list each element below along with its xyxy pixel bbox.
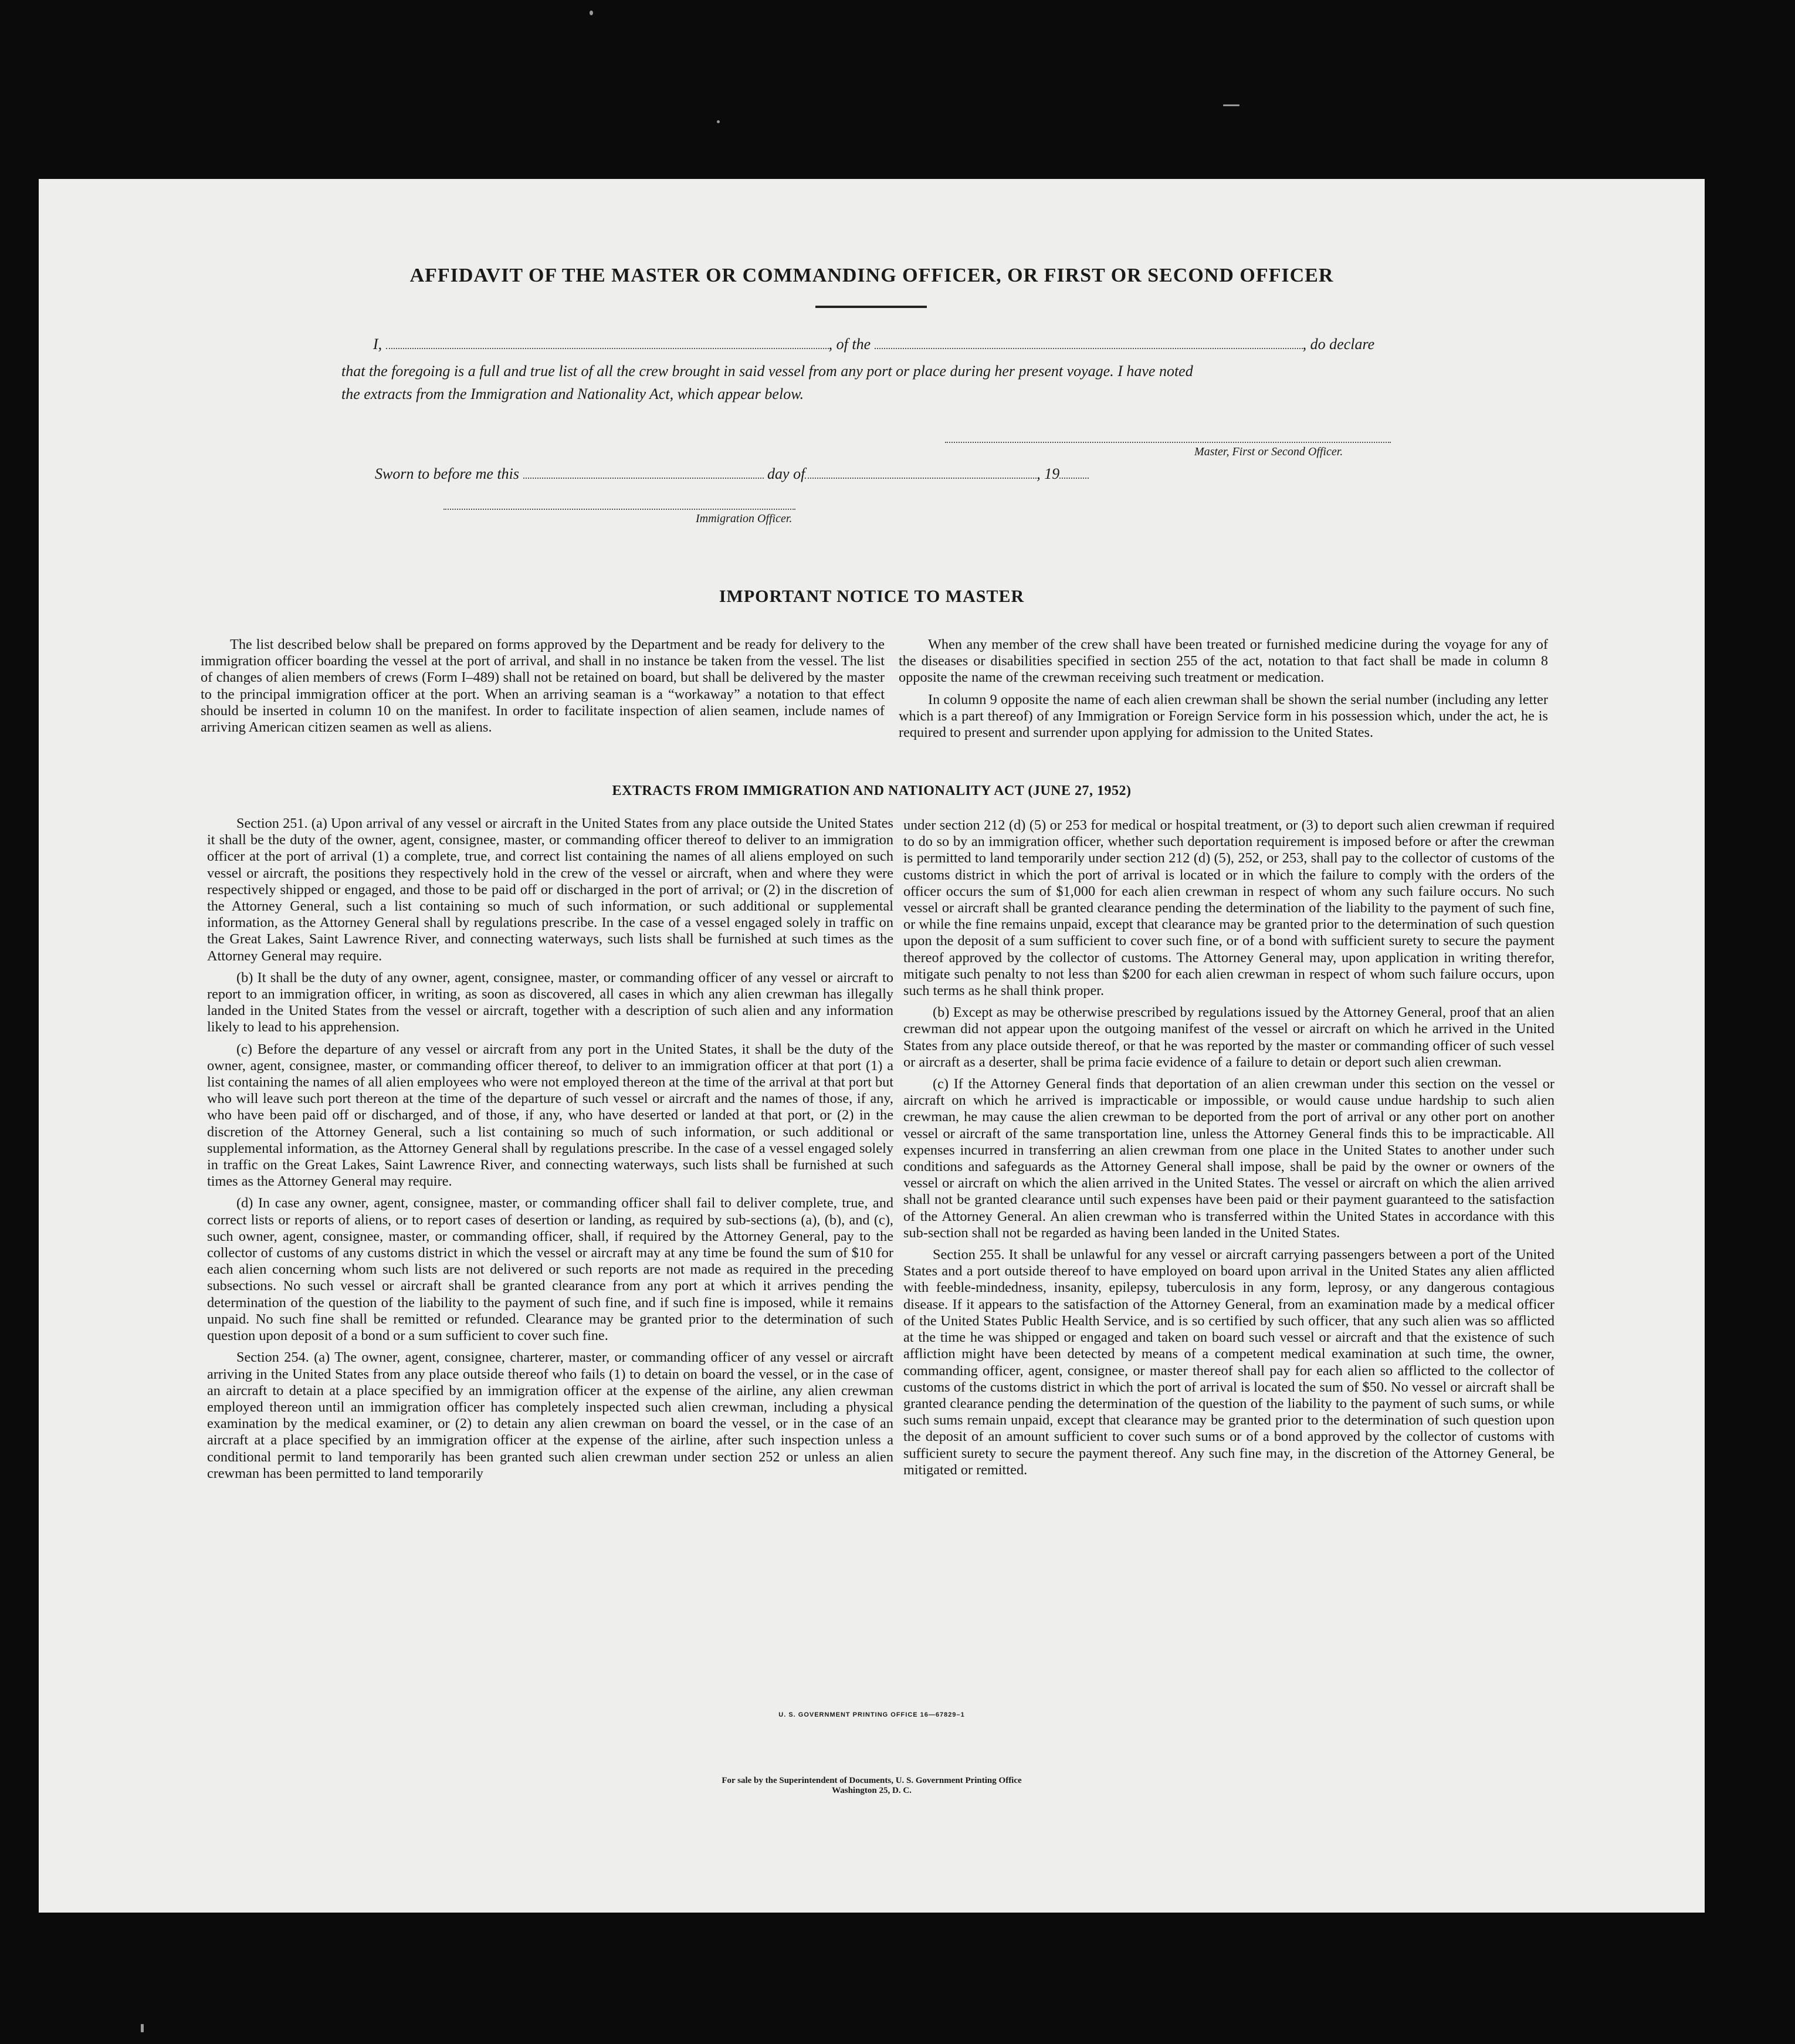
declaration-line-2: that the foregoing is a full and true list of all the crew brought in said vessel from any port or place during her present voyage. I have noted xyxy=(341,363,1193,380)
master-signature-line[interactable] xyxy=(945,442,1391,443)
section-251c: (c) Before the departure of any vessel or aircraft from any port in the United States, it shall be the duty of the owner, agent, consignee, master, or commanding officer thereof, to deliver to an immigration officer at that port (1) a list containing the names of all alien employees who were not employed thereon at the time of the arrival at that port but who will leave such port thereon at the time of the departure of such vessel or aircraft and the names of those, if any, who have been paid off or discharged, and of those, if any, who have deserted or landed at that port, or (2) in the discretion of the Attorney General, such a list containing so much of such information, or such additional or supplemental information, as the Attorney General shall by regulations prescribe. In the case of a vessel engaged solely in traffic on the Great Lakes, Saint Lawrence River, and connecting waterways, such lists shall be furnished at such times as the Attorney General may require. xyxy=(207,1041,893,1190)
section-254a-continued: under section 212 (d) (5) or 253 for medical or hospital treatment, or (3) to deport such alien crewman if required to do so by an immigration officer, whether such deportation requirement is imposed before or after the crewman is permitted to land temporarily under section 212 (d) (5), 252, or 253, shall pay to the collector of customs of the customs district in which the port of arrival is located or in which the failure to comply with the orders of the officer occurs the sum of $1,000 for each alien crewman in respect of whom any such failure occurs. No such vessel or aircraft shall be granted clearance pending the determination of the liability to the payment of such fine, or while the fine remains unpaid, except that clearance may be granted prior to the determination of such question upon the deposit of a sum sufficient to cover such fine, or of a bond with sufficient surety to secure the payment thereof approved by the collector of customs. The Attorney General may, upon application in writing therefor, mitigate such penalty to not less than $200 for each alien crewman in respect of whom such failure occurs, upon such terms as he shall think proper. xyxy=(903,817,1554,999)
sworn-day-field[interactable] xyxy=(523,477,764,479)
section-254a: Section 254. (a) The owner, agent, consignee, charterer, master, or commanding officer of any vessel or aircraft arriving in the United States from any place outside thereof who fails (1) to detain on board the vessel, or in the case of an aircraft to detain at a place specified by an immigration officer at the expense of the airline, any alien crewman employed thereon until an immigration officer has completely inspected such alien crewman, including a physical examination by the medical examiner, or (2) to detain any alien crewman on board the vessel, or in the case of an aircraft at a place specified by an immigration officer at the expense of the airline, after such inspection unless a conditional permit to land temporarily has been granted such alien crewman under section 252 or unless an alien crewman has been permitted to land temporarily xyxy=(207,1349,893,1481)
year-label: , 19 xyxy=(1037,465,1060,482)
footer-line-1: For sale by the Superintendent of Documents, U. S. Government Printing Office xyxy=(722,1776,1022,1785)
section-255: Section 255. It shall be unlawful for any vessel or aircraft carrying passengers between a port of the United States and a port outside thereof to have employed on board upon arrival in the United States any alien afflicted with feeble-mindedness, insanity, epilepsy, tuberculosis in any form, leprosy, or any dangerous contagious disease. If it appears to the satisfaction of the Attorney General, from an examination made by a medical officer of the United States Public Health Service, and is so certified by such officer, that any such alien was so afflicted at the time he was shipped or engaged and taken on board such vessel or aircraft and that the existence of such affliction might have been detected by means of a competent medical examination at such time, the owner, commanding officer, agent, consignee, or master thereof shall pay for each alien so afflicted to the collector of customs of the customs district in which the port of arrival is located the sum of $50. No vessel or aircraft shall be granted clearance pending the determination of the question of the liability to the payment of such sums, or while such sums remain unpaid, except that clearance may be granted prior to the determination of such question upon the deposit of an amount sufficient to cover such sums or of a bond approved by the collector of customs with sufficient surety to secure the payment thereof. Any such fine may, in the discretion of the Attorney General, be mitigated or remitted. xyxy=(903,1247,1554,1478)
name-field[interactable] xyxy=(386,347,829,349)
vessel-field[interactable] xyxy=(875,347,1303,349)
sworn-year-field[interactable] xyxy=(1059,477,1089,479)
notice-right-column xyxy=(899,637,1548,746)
section-251d: (d) In case any owner, agent, consignee, master, or commanding officer shall fail to deliver complete, true, and correct lists or reports of aliens, or to report cases of desertion or landing, as required by sub-sections (a), (b), and (c), such owner, agent, consignee, master, or commanding officer, shall, if required by the Attorney General, pay to the collector of customs of any customs district in which the vessel or aircraft may at any time be found the sum of $10 for each alien concerning whom such lists are not delivered or such reports are not made as required in the preceding subsections. No such vessel or aircraft shall be granted clearance from any port at which it arrives pending the determination of the question of the liability to the payment of such fine, and if such fine is imposed, while it remains unpaid. No such fine shall be remitted or refunded. Clearance may be granted prior to the determination of such question upon deposit of a bond or a sum sufficient to cover such fine. xyxy=(207,1195,893,1344)
section-251b: (b) It shall be the duty of any owner, agent, consignee, master, or commanding officer of any vessel or aircraft to report to an immigration officer, in writing, as soon as discovered, all cases in which any alien crewman has illegally landed in the United States from the vessel or aircraft, together with a description of such alien and any information likely to lead to his apprehension. xyxy=(207,969,893,1035)
scan-speck xyxy=(1223,104,1239,106)
extracts-left-column xyxy=(207,815,893,1487)
extracts-right-column xyxy=(903,817,1554,1484)
officer-signature-line[interactable] xyxy=(443,509,795,510)
section-254c: (c) If the Attorney General finds that deportation of an alien crewman under this section on the vessel or aircraft on which he arrived is impracticable or impossible, or would cause undue hardship to such alien crewman, he may cause the alien crewman to be deported from the port of arrival or any other port on another vessel or aircraft of the same transportation line, unless the Attorney General finds this to be impracticable. All expenses incurred in transferring an alien crewman from one place in the United States to another under such conditions and safeguards as the Attorney General shall impose, shall be paid by the owner or owners of the vessel or aircraft on which the alien arrived in the United States. The vessel or aircraft on which the alien arrived shall not be granted clearance until such expenses have been paid or their payment guaranteed to the satisfaction of the Attorney General. An alien crewman who is transferred within the United States in accordance with this sub-section shall not be regarded as having been landed in the United States. xyxy=(903,1076,1554,1241)
scan-speck xyxy=(717,120,720,123)
notice-right-paragraph-1: When any member of the crew shall have been treated or furnished medicine during the voyage for any of the diseases or disabilities specified in section 255 of the act, notation to that fact shall be made in column 8 opposite the name of the crewman receiving such treatment or medication. xyxy=(899,637,1548,686)
day-of-label: day of xyxy=(767,465,805,482)
sale-footer xyxy=(39,1776,1705,1796)
footer-line-2: Washington 25, D. C. xyxy=(832,1786,912,1795)
notice-left-paragraph: The list described below shall be prepared on forms approved by the Department and be ready for delivery to the immigration officer boarding the vessel at the port of arrival, and shall in no instance be taken from the vessel. The list of changes of alien members of crews (Form I–489) shall not be retained on board, but shall be delivered by the master to the principal immigration officer at the port. When an arriving seaman is a “workaway” a notation to that effect should be inserted in column 10 on the manifest. In order to facilitate inspection of alien seamen, include names of arriving American citizen seamen as well as aliens. xyxy=(201,637,885,736)
declaration-line-1 xyxy=(373,336,1374,353)
extracts-title: EXTRACTS FROM IMMIGRATION AND NATIONALITY ACT (JUNE 27, 1952) xyxy=(612,783,1132,798)
title-rule xyxy=(815,306,927,308)
notice-left-column xyxy=(201,637,885,741)
notice-title: IMPORTANT NOTICE TO MASTER xyxy=(719,587,1025,606)
section-254b: (b) Except as may be otherwise prescribed by regulations issued by the Attorney General, proof that an alien crewman did not appear upon the outgoing manifest of the vessel or aircraft on which he arrived in the United States from any place outside thereof, or that he was reported by the master or commanding officer of such vessel or aircraft as a deserter, shall be prima facie evidence of a failure to detain or deport such alien crewman. xyxy=(903,1004,1554,1070)
scan-speck xyxy=(141,2024,144,2032)
affidavit-title: AFFIDAVIT OF THE MASTER OR COMMANDING OFFICER, OR FIRST OR SECOND OFFICER xyxy=(409,265,1334,286)
scan-speck xyxy=(590,11,593,15)
do-declare-label: , do declare xyxy=(1302,336,1375,353)
master-signature-label: Master, First or Second Officer. xyxy=(1194,445,1343,458)
declaration-line-3: the extracts from the Immigration and Nationality Act, which appear below. xyxy=(341,385,804,402)
sworn-label: Sworn to before me this xyxy=(375,465,520,482)
print-office-imprint: U. S. GOVERNMENT PRINTING OFFICE 16—67829–1 xyxy=(778,1711,965,1718)
section-251a: Section 251. (a) Upon arrival of any vessel or aircraft in the United States from any place outside the United States it shall be the duty of the owner, agent, consignee, master, or commanding officer thereof to deliver to an immigration officer at the port of arrival (1) a complete, true, and correct list containing the names of all aliens employed on such vessel or aircraft, the positions they respectively hold in the crew of the vessel or aircraft, when and where they were respectively shipped or engaged, and those to be paid off or discharged in the port of arrival; or (2) in the discretion of the Attorney General, such a list containing so much of such information, or such additional or supplemental information, as the Attorney General shall by regulations prescribe. In the case of a vessel engaged solely in traffic on the Great Lakes, Saint Lawrence River, and connecting waterways, such lists shall be furnished at such times as the Attorney General may require. xyxy=(207,815,893,964)
sworn-month-field[interactable] xyxy=(805,477,1037,479)
affidavit-page xyxy=(39,179,1705,1913)
notice-right-paragraph-2: In column 9 opposite the name of each alien crewman shall be shown the serial number (including any letter which is a part thereof) of any Immigration or Foreign Service form in his possession which, under the act, he is required to present and surrender upon applying for admission to the United States. xyxy=(899,691,1548,741)
i-label: I, xyxy=(373,336,382,353)
of-the-label: , of the xyxy=(828,336,871,353)
sworn-line xyxy=(375,465,1089,483)
officer-signature-label: Immigration Officer. xyxy=(696,512,792,525)
